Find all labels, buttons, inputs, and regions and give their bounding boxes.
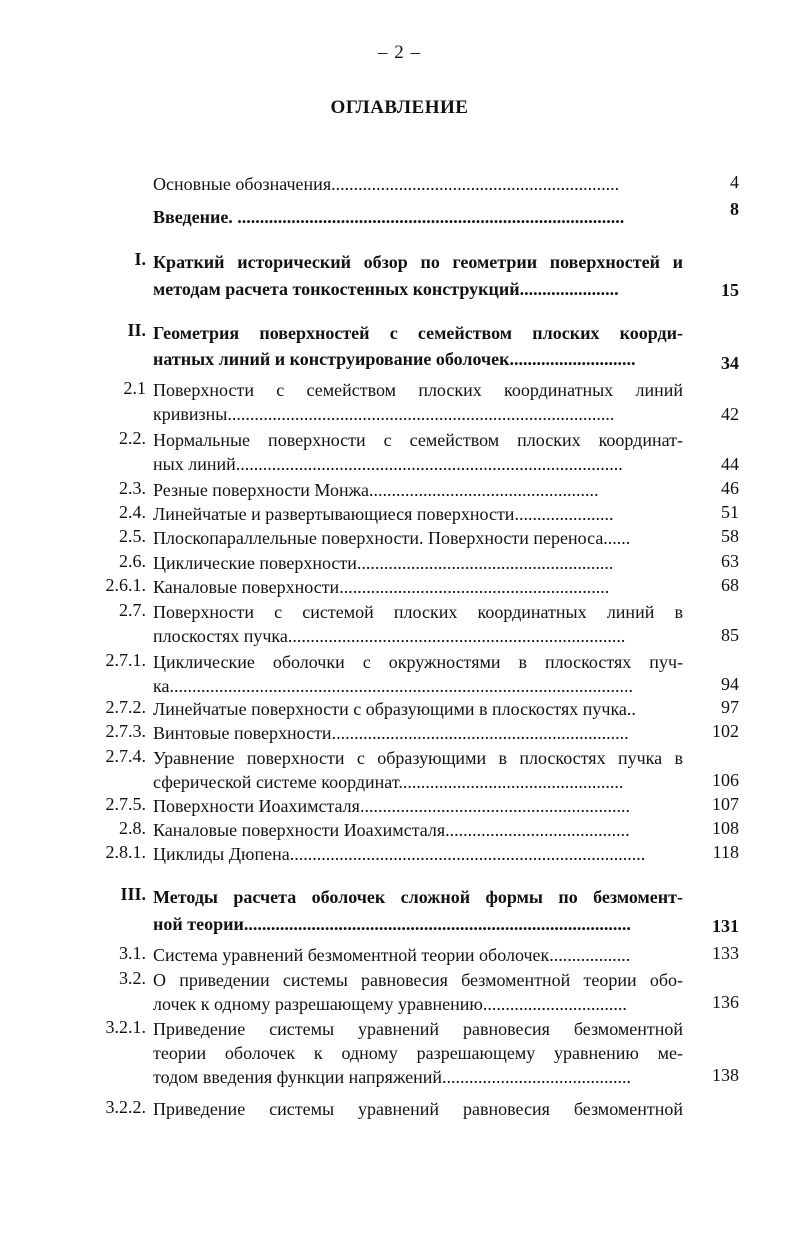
toc-entry-text: Каналовые поверхности Иоахимсталя......................................... — [153, 820, 630, 840]
toc-entry-number: 2.1 — [123, 378, 146, 398]
toc-entry-text: Уравнение поверхности с образующими в плоскостях пучка в — [153, 748, 683, 768]
toc-entry-page: 106 — [712, 770, 739, 790]
page-title: ОГЛАВЛЕНИЕ — [330, 97, 469, 118]
toc-entry-text: тодом введения функции напряжений.......................................... — [153, 1067, 632, 1087]
toc-entry-text: Циклические оболочки с окружностями в плоскостях пуч- — [153, 652, 683, 672]
toc-entry-text: методам расчета тонкостенных конструкций...................... — [153, 279, 619, 299]
toc-entry-text: Поверхности с семейством плоских координатных линий — [153, 380, 683, 400]
toc-entry-number: 2.8.1. — [105, 842, 146, 862]
toc-entry-page: 15 — [721, 280, 739, 300]
toc-entry-text: ных линий...................................................................................... — [153, 454, 623, 474]
toc-entry-number: II. — [127, 320, 146, 340]
toc-entry-text: кривизны...................................................................................... — [153, 404, 615, 424]
toc-entry-page: 4 — [730, 172, 739, 192]
toc-entry-page: 44 — [721, 454, 739, 474]
toc-entry-number: 2.7.3. — [105, 721, 146, 741]
toc-entry-page: 136 — [712, 992, 739, 1012]
toc-entry-text: Поверхности с системой плоских координатных линий в — [153, 602, 683, 622]
toc-entry-text: лочек к одному разрешающему уравнению................................ — [153, 994, 627, 1014]
toc-entry-text: Линейчатые поверхности с образующими в плоскостях пучка.. — [153, 699, 636, 719]
toc-entry-text: теории оболочек к одному разрешающему уравнению ме- — [153, 1043, 683, 1063]
toc-entry-text: Система уравнений безмоментной теории оболочек.................. — [153, 945, 631, 965]
toc-entry-number: 2.6.1. — [105, 575, 146, 595]
toc-entry-text: Линейчатые и развертывающиеся поверхности...................... — [153, 504, 614, 524]
toc-entry-number: 2.5. — [119, 526, 146, 546]
toc-entry-number: 3.2. — [119, 968, 146, 988]
toc-entry-text: Приведение системы уравнений равновесия безмоментной — [153, 1019, 683, 1039]
toc-entry-number: 2.7.5. — [105, 794, 146, 814]
toc-entry-text: ной теории...................................................................................... — [153, 914, 631, 934]
toc-entry-number: 3.2.2. — [105, 1097, 146, 1117]
toc-entry-number: 2.7. — [119, 600, 146, 620]
toc-entry-page: 51 — [721, 502, 739, 522]
toc-entry-text: сферической системе координат.................................................. — [153, 772, 624, 792]
toc-entry-text: Поверхности Иоахимсталя............................................................ — [153, 796, 630, 816]
toc-entry-text: Плоскопараллельные поверхности. Поверхности переноса...... — [153, 528, 631, 548]
toc-entry-page: 46 — [721, 478, 739, 498]
toc-entry-page: 8 — [730, 199, 739, 219]
toc-entry-text: плоскостях пучка........................................................................... — [153, 626, 626, 646]
toc-entry-number: 2.7.4. — [105, 746, 146, 766]
toc-entry-page: 85 — [721, 625, 739, 645]
toc-entry-number: 2.3. — [119, 478, 146, 498]
toc-entry-text: Методы расчета оболочек сложной формы по безмомент- — [153, 887, 683, 907]
toc-entry-text: Циклиды Дюпена............................................................................... — [153, 844, 646, 864]
toc-entry-text: Геометрия поверхностей с семейством плоских коорди- — [153, 323, 683, 343]
toc-entry-text: Краткий исторический обзор по геометрии поверхностей и — [153, 252, 683, 272]
toc-entry-page: 63 — [721, 551, 739, 571]
toc-entry-page: 58 — [721, 526, 739, 546]
toc-entry-text: Приведение системы уравнений равновесия безмоментной — [153, 1099, 683, 1119]
toc-entry-page: 107 — [712, 794, 739, 814]
toc-entry-number: 3.2.1. — [105, 1017, 146, 1037]
toc-entry-text: ка....................................................................................................... — [153, 676, 633, 696]
toc-entry-text: Циклические поверхности......................................................... — [153, 553, 614, 573]
toc-entry-number: 2.4. — [119, 502, 146, 522]
toc-entry-page: 68 — [721, 575, 739, 595]
toc-entry-number: 3.1. — [119, 943, 146, 963]
toc-entry-page: 94 — [721, 674, 739, 694]
toc-entry-text: Основные обозначения................................................................ — [153, 174, 620, 194]
toc-entry-page: 131 — [712, 916, 739, 936]
page-number: – 2 – — [378, 42, 421, 63]
toc-entry-text: Резные поверхности Монжа................................................... — [153, 480, 599, 500]
toc-entry-number: 2.7.2. — [105, 697, 146, 717]
toc-entry-number: 2.7.1. — [105, 650, 146, 670]
toc-entry-page: 108 — [712, 818, 739, 838]
toc-entry-page: 34 — [721, 353, 739, 373]
toc-entry-text: Винтовые поверхности.................................................................. — [153, 723, 629, 743]
toc-entry-page: 138 — [712, 1065, 739, 1085]
toc-entry-page: 42 — [721, 404, 739, 424]
toc-entry-page: 133 — [712, 943, 739, 963]
toc-entry-number: I. — [134, 249, 146, 269]
toc-entry-number: 2.8. — [119, 818, 146, 838]
toc-entry-text: Нормальные поверхности с семейством плоских координат- — [153, 430, 683, 450]
toc-entry-page: 118 — [712, 842, 739, 862]
toc-entry-text: Каналовые поверхности............................................................ — [153, 577, 610, 597]
toc-entry-number: 2.2. — [119, 428, 146, 448]
toc-entry-page: 102 — [712, 721, 739, 741]
toc-entry-number: 2.6. — [119, 551, 146, 571]
toc-entry-text: натных линий и конструирование оболочек............................ — [153, 349, 636, 369]
toc-entry-number: III. — [120, 884, 146, 904]
toc-entry-text: О приведении системы равновесия безмоментной теории обо- — [153, 970, 683, 990]
toc-entry-text: Введение. ...................................................................................... — [153, 207, 625, 227]
toc-entry-page: 97 — [721, 697, 739, 717]
